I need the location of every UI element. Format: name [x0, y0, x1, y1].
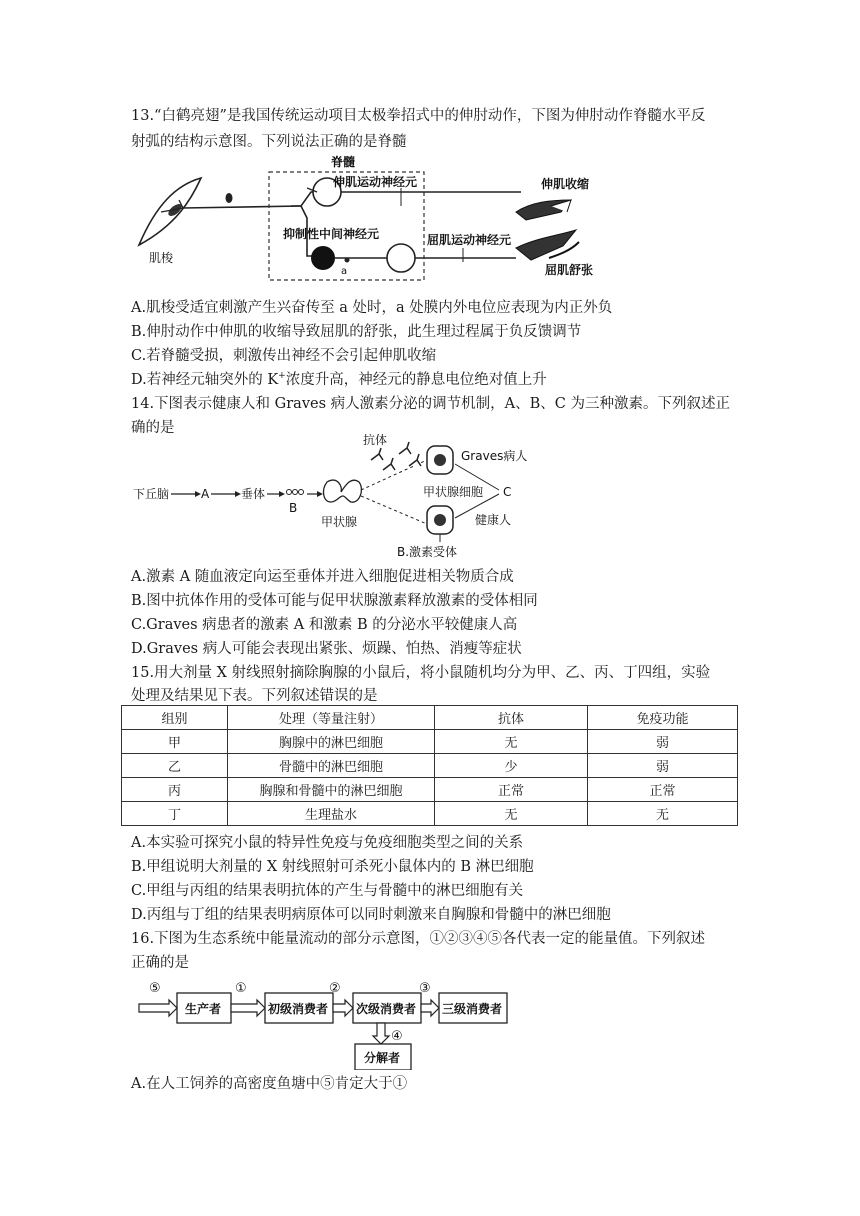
hypothalamus-label: 下丘脑	[133, 487, 170, 501]
q16-stem-line1: 16.下图为生态系统中能量流动的部分示意图，①②③④⑤各代表一定的能量值。下列叙述	[131, 931, 706, 947]
q16-option-a: A.在人工饲养的高密度鱼塘中⑤肯定大于①	[131, 1076, 408, 1092]
energy-1-label: ①	[235, 981, 247, 996]
secondary-consumer-label: 次级消费者	[356, 1002, 417, 1016]
decomposer-label: 分解者	[364, 1051, 401, 1065]
experiment-table	[121, 705, 738, 826]
q15-option-a: A.本实验可探究小鼠的特异性免疫与免疫细胞类型之间的关系	[131, 835, 524, 851]
thyroid-shape	[324, 480, 362, 502]
table-cell: 生理盐水	[228, 802, 435, 826]
q13-option-d-post: 浓度升高，神经元的静息电位绝对值上升	[285, 372, 547, 388]
table-header-cell: 处理（等量注射）	[228, 706, 435, 730]
table-cell: 少	[435, 754, 588, 778]
antibody-label: 抗体	[363, 433, 388, 447]
table-header-cell: 组别	[122, 706, 228, 730]
table-header-cell: 免疫功能	[588, 706, 738, 730]
q16-stem-line2: 正确的是	[131, 955, 189, 971]
q13-option-d-sup: +	[278, 371, 286, 382]
q15-option-d: D.丙组与丁组的结果表明病原体可以同时刺激来自胸腺和骨髓中的淋巴细胞	[131, 907, 611, 923]
pituitary-label: 垂体	[241, 487, 266, 501]
q13-option-d	[131, 368, 547, 389]
hormone-a-label: A	[201, 487, 210, 501]
q14-option-d: D.Graves 病人可能会表现出紧张、烦躁、怕热、消瘦等症状	[131, 641, 522, 657]
table-header-row	[122, 706, 738, 730]
inhibitory-neuron-body	[311, 246, 335, 270]
flexor-relax-label: 屈肌舒张	[545, 263, 594, 277]
table-cell: 骨髓中的淋巴细胞	[228, 754, 435, 778]
table-cell: 无	[588, 802, 738, 826]
table-cell: 正常	[435, 778, 588, 802]
q14-stem-line2: 确的是	[131, 420, 175, 436]
q13-option-c: C.若脊髓受损，刺激传出神经不会引起伸肌收缩	[131, 348, 437, 364]
inhibitory-neuron-label: 抑制性中间神经元	[283, 227, 380, 241]
q13-stem-line1: 13.“白鹤亮翅”是我国传统运动项目太极拳招式中的伸肘动作，下图为伸肘动作脊髓水平反	[131, 108, 706, 124]
energy-5-label: ⑤	[149, 981, 161, 996]
q13-option-a: A.肌梭受适宜刺激产生兴奋传至 a 处时，a 处膜内外电位应表现为内正外负	[131, 300, 613, 316]
q14-stem-line1: 14.下图表示健康人和 Graves 病人激素分泌的调节机制，A、B、C 为三种激素。下列叙述正	[131, 396, 730, 412]
graves-label: Graves病人	[461, 449, 528, 463]
primary-consumer-label: 初级消费者	[268, 1002, 329, 1016]
flexor-neuron-label: 屈肌运动神经元	[427, 233, 512, 247]
table-cell: 无	[435, 730, 588, 754]
table-header-cell: 抗体	[435, 706, 588, 730]
thyroid-cell-label: 甲状腺细胞	[423, 485, 484, 499]
hormone-c-label: C	[503, 485, 512, 499]
spinal-cord-label: 脊髓	[331, 155, 356, 169]
flexor-muscle-shape	[516, 230, 576, 260]
table-row	[122, 802, 738, 826]
q13-stem-line2: 射弧的结构示意图。下列说法正确的是脊髓	[131, 134, 407, 150]
energy-3-label: ③	[419, 981, 431, 996]
reflex-arc-diagram	[131, 150, 611, 290]
table-cell: 丁	[122, 802, 228, 826]
table-cell: 胸腺中的淋巴细胞	[228, 730, 435, 754]
producer-label: 生产者	[185, 1002, 222, 1016]
dorsal-root-ganglion	[226, 193, 233, 203]
hormone-b-label: B	[289, 501, 298, 515]
table-cell: 弱	[588, 754, 738, 778]
muscle-spindle-label: 肌梭	[149, 251, 174, 265]
extensor-contract-label: 伸肌收缩	[541, 177, 590, 191]
table-row	[122, 778, 738, 802]
table-cell: 弱	[588, 730, 738, 754]
hormone-b-molecules	[287, 490, 304, 495]
q14-option-c: C.Graves 病患者的激素 A 和激素 B 的分泌水平较健康人高	[131, 617, 518, 633]
q15-stem-line1: 15.用大剂量 X 射线照射摘除胸腺的小鼠后，将小鼠随机均分为甲、乙、丙、丁四组，实验	[131, 665, 711, 681]
energy-flow-diagram	[131, 978, 521, 1070]
q15-stem-line2: 处理及结果见下表。下列叙述错误的是	[131, 688, 378, 704]
table-cell: 乙	[122, 754, 228, 778]
energy-2-label: ②	[329, 981, 341, 996]
flexor-neuron-body	[387, 244, 415, 272]
energy-4-label: ④	[391, 1029, 403, 1044]
table-row	[122, 754, 738, 778]
extensor-neuron-label: 伸肌运动神经元	[333, 175, 418, 189]
tertiary-consumer-label: 三级消费者	[442, 1002, 503, 1016]
q14-option-b: B.图中抗体作用的受体可能与促甲状腺激素释放激素的受体相同	[131, 593, 538, 609]
receptor-label: B.激素受体	[397, 545, 458, 559]
q15-option-c: C.甲组与丙组的结果表明抗体的产生与骨髓中的淋巴细胞有关	[131, 883, 524, 899]
table-cell: 丙	[122, 778, 228, 802]
table-cell: 甲	[122, 730, 228, 754]
q14-option-a: A.激素 A 随血液定向运至垂体并进入细胞促进相关物质合成	[131, 569, 514, 585]
healthy-label: 健康人	[475, 513, 512, 527]
hormone-regulation-diagram	[131, 430, 571, 562]
q13-option-b: B.伸肘动作中伸肌的收缩导致屈肌的舒张，此生理过程属于负反馈调节	[131, 324, 582, 340]
table-row	[122, 730, 738, 754]
point-a-label: a	[341, 266, 348, 277]
thyroid-label: 甲状腺	[321, 515, 358, 529]
q15-option-b: B.甲组说明大剂量的 X 射线照射可杀死小鼠体内的 B 淋巴细胞	[131, 859, 534, 875]
table-cell: 胸腺和骨髓中的淋巴细胞	[228, 778, 435, 802]
q13-option-d-pre: D.若神经元轴突外的 K	[131, 372, 279, 388]
table-cell: 正常	[588, 778, 738, 802]
table-cell: 无	[435, 802, 588, 826]
